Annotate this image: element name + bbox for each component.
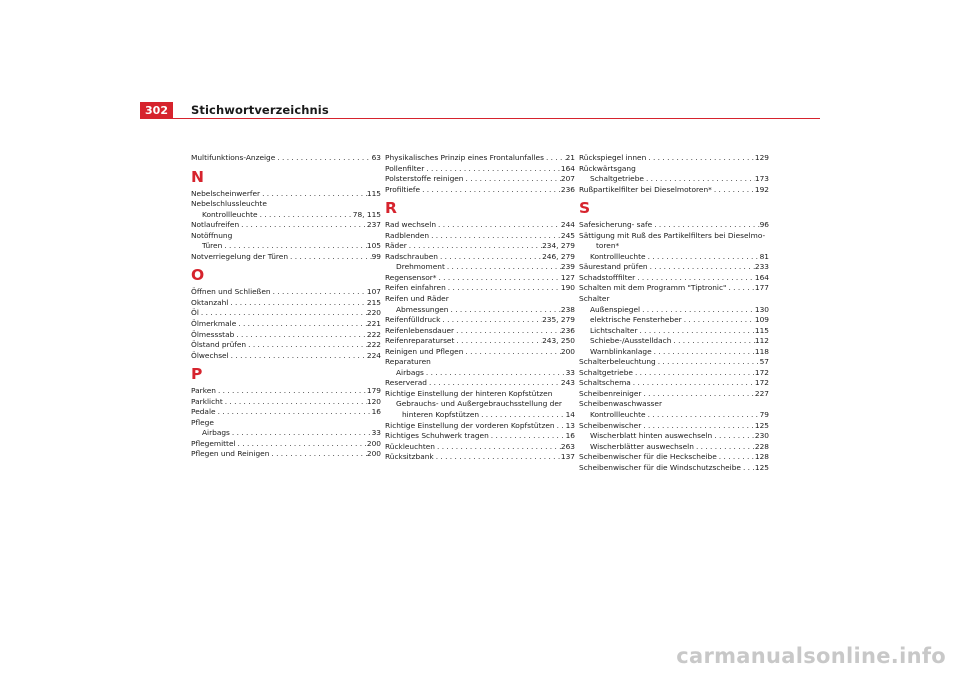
section-letter-o: O — [191, 266, 205, 285]
index-subentry[interactable]: Schaltgetriebe . . . 173 — [579, 174, 769, 185]
section-letter-s: S — [579, 199, 591, 218]
index-entry[interactable]: Radblenden . . . 245 — [385, 231, 575, 242]
index-entry[interactable]: Oktanzahl . . . 215 — [191, 298, 381, 309]
index-entry[interactable]: Schadstofffilter . . . 164 — [579, 273, 769, 284]
index-entry[interactable]: Notverriegelung der Türen . . . 99 — [191, 252, 381, 263]
index-entry[interactable]: Ölmerkmale . . . 221 — [191, 319, 381, 330]
index-entry[interactable]: Polsterstoffe reinigen . . . 207 — [385, 174, 575, 185]
index-entry[interactable]: Safesicherung- safe . . . 96 — [579, 220, 769, 231]
index-entry[interactable]: Reserverad . . . 243 — [385, 378, 575, 389]
index-subentry[interactable]: Airbags . . . 33 — [385, 368, 575, 379]
index-entry[interactable]: Ölstand prüfen . . . 222 — [191, 340, 381, 351]
section-letter-r: R — [385, 199, 397, 218]
index-subentry[interactable]: Wischerblätter auswechseln . . . 228 — [579, 442, 769, 453]
index-entry[interactable]: Schalten mit dem Programm "Tiptronic" . . . 177 — [579, 283, 769, 294]
index-heading: Scheibenwaschwasser — [579, 399, 662, 409]
index-heading: Pflege — [191, 417, 214, 427]
index-heading: Schalter — [579, 294, 610, 304]
index-subentry[interactable]: Kontrollleuchte . . . 81 — [579, 252, 769, 263]
index-subentry[interactable]: Lichtschalter . . . 115 — [579, 326, 769, 337]
index-entry[interactable]: Reinigen und Pflegen . . . 200 — [385, 347, 575, 358]
index-subentry[interactable]: hinteren Kopfstützen . . . 14 — [385, 410, 575, 421]
index-heading: Sättigung mit Ruß des Partikelfilters bei Dieselmo- — [579, 230, 766, 240]
index-subentry[interactable]: Wischerblatt hinten auswechseln . . . 230 — [579, 431, 769, 442]
index-entry[interactable]: Pflegen und Reinigen . . . 200 — [191, 449, 381, 460]
index-entry[interactable]: Rußpartikelfilter bei Dieselmotoren* . . . 192 — [579, 185, 769, 196]
index-subentry[interactable]: Airbags . . . 33 — [191, 428, 381, 439]
header-rule — [140, 118, 820, 119]
index-entry[interactable]: Pflegemittel . . . 200 — [191, 439, 381, 450]
index-entry[interactable]: Scheibenwischer . . . 125 — [579, 421, 769, 432]
index-entry[interactable]: Schaltschema . . . 172 — [579, 378, 769, 389]
index-entry[interactable]: Reifenreparaturset . . . 243, 250 — [385, 336, 575, 347]
index-entry[interactable]: Pedale . . . 16 — [191, 407, 381, 418]
index-entry[interactable]: Nebelscheinwerfer . . . 115 — [191, 189, 381, 200]
index-subentry[interactable]: Schiebe-/Ausstelldach . . . 112 — [579, 336, 769, 347]
index-heading: Notöffnung — [191, 230, 233, 240]
page-number: 302 — [140, 102, 173, 119]
index-entry[interactable]: Physikalisches Prinzip eines Frontalunfalles . . . 21 — [385, 153, 575, 164]
index-column-1 — [191, 153, 381, 460]
index-entry[interactable]: Pollenfilter . . . 164 — [385, 164, 575, 175]
index-entry[interactable]: Scheibenreiniger . . . 227 — [579, 389, 769, 400]
index-entry[interactable]: Schalterbeleuchtung . . . 57 — [579, 357, 769, 368]
index-entry[interactable]: Rückspiegel innen . . . 129 — [579, 153, 769, 164]
section-letter-p: P — [191, 365, 203, 384]
index-heading: Reifen und Räder — [385, 294, 449, 304]
index-subentry[interactable]: Türen . . . 105 — [191, 241, 381, 252]
index-entry[interactable]: Reifenfülldruck . . . 235, 279 — [385, 315, 575, 326]
index-entry[interactable]: Reifenlebensdauer . . . 236 — [385, 326, 575, 337]
page-title: Stichwortverzeichnis — [191, 103, 329, 117]
index-subentry[interactable]: Kontrollleuchte . . . 78, 115 — [191, 210, 381, 221]
index-entry[interactable]: Parklicht . . . 120 — [191, 397, 381, 408]
index-entry[interactable]: Richtige Einstellung der vorderen Kopfstützen . . . 13 — [385, 421, 575, 432]
index-subentry[interactable]: Warnblinkanlage . . . 118 — [579, 347, 769, 358]
index-subentry[interactable]: Kontrollleuchte . . . 79 — [579, 410, 769, 421]
index-entry[interactable]: Ölwechsel . . . 224 — [191, 351, 381, 362]
index-entry[interactable]: Öffnen und Schließen . . . 107 — [191, 287, 381, 298]
index-heading: Nebelschlussleuchte — [191, 199, 267, 209]
index-subentry[interactable]: elektrische Fensterheber . . . 109 — [579, 315, 769, 326]
index-entry[interactable]: Schaltgetriebe . . . 172 — [579, 368, 769, 379]
watermark: carmanualsonline.info — [676, 644, 946, 668]
index-entry[interactable]: Richtiges Schuhwerk tragen . . . 16 — [385, 431, 575, 442]
index-subentry[interactable]: Drehmoment . . . 239 — [385, 262, 575, 273]
index-entry[interactable]: Reifen einfahren . . . 190 — [385, 283, 575, 294]
index-heading-continuation: toren* — [596, 241, 620, 251]
index-entry[interactable]: Rad wechseln . . . 244 — [385, 220, 575, 231]
index-column-3 — [579, 153, 769, 473]
index-subentry[interactable]: Abmessungen . . . 238 — [385, 305, 575, 316]
index-entry[interactable]: Profiltiefe . . . 236 — [385, 185, 575, 196]
index-entry[interactable]: Regensensor* . . . 127 — [385, 273, 575, 284]
index-heading: Richtige Einstellung der hinteren Kopfstützen — [385, 388, 553, 398]
index-heading: Rückwärtsgang — [579, 163, 636, 173]
index-entry[interactable]: Multifunktions-Anzeige . . . 63 — [191, 153, 381, 164]
index-entry[interactable]: Scheibenwischer für die Windschutzscheibe . . . 125 — [579, 463, 769, 474]
index-entry[interactable]: Radschrauben . . . 246, 279 — [385, 252, 575, 263]
index-entry[interactable]: Räder . . . 234, 279 — [385, 241, 575, 252]
index-entry[interactable]: Rücksitzbank . . . 137 — [385, 452, 575, 463]
index-entry[interactable]: Öl . . . 220 — [191, 308, 381, 319]
index-entry[interactable]: Ölmessstab . . . 222 — [191, 330, 381, 341]
index-entry[interactable]: Scheibenwischer für die Heckscheibe . . . 128 — [579, 452, 769, 463]
index-subheading: Gebrauchs- und Außergebrauchsstellung der — [396, 399, 562, 409]
section-letter-n: N — [191, 167, 204, 186]
index-entry[interactable]: Rückleuchten . . . 263 — [385, 442, 575, 453]
index-heading: Reparaturen — [385, 357, 431, 367]
index-subentry[interactable]: Außenspiegel . . . 130 — [579, 305, 769, 316]
index-entry[interactable]: Notlaufreifen . . . 237 — [191, 220, 381, 231]
index-column-2 — [385, 153, 575, 463]
index-entry[interactable]: Säurestand prüfen . . . 233 — [579, 262, 769, 273]
index-entry[interactable]: Parken . . . 179 — [191, 386, 381, 397]
